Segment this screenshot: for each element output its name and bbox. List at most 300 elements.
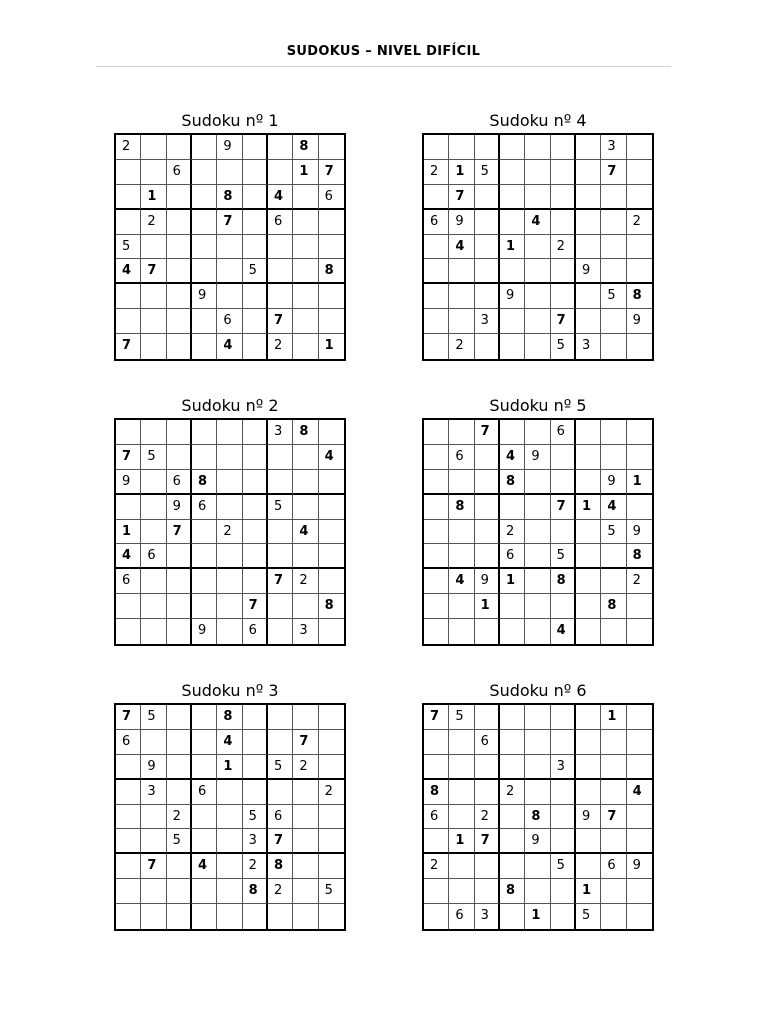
sudoku-cell: 6 [141, 544, 166, 569]
sudoku-cell [141, 420, 166, 445]
sudoku-cell [268, 904, 293, 929]
sudoku-cell [576, 309, 601, 334]
sudoku-cell [525, 705, 550, 730]
sudoku-cell [475, 755, 500, 780]
sudoku-cell: 8 [627, 544, 652, 569]
sudoku-cell: 9 [525, 829, 550, 854]
sudoku-cell [475, 185, 500, 210]
sudoku-cell [627, 495, 652, 520]
sudoku-cell [319, 135, 344, 160]
sudoku-cell [475, 544, 500, 569]
sudoku-cell: 2 [293, 569, 318, 594]
sudoku-cell [449, 520, 474, 545]
sudoku-cell [243, 334, 268, 359]
sudoku-cell: 1 [576, 495, 601, 520]
sudoku-cell: 5 [167, 829, 192, 854]
sudoku-cell [217, 805, 242, 830]
sudoku-cell [576, 780, 601, 805]
sudoku-cell [601, 755, 626, 780]
sudoku-cell [424, 520, 449, 545]
sudoku-cell [319, 569, 344, 594]
sudoku-cell [268, 284, 293, 309]
sudoku-cell: 5 [243, 259, 268, 284]
sudoku-cell [576, 185, 601, 210]
sudoku-cell [551, 185, 576, 210]
sudoku-cell [268, 160, 293, 185]
sudoku-cell [576, 284, 601, 309]
sudoku-cell [601, 730, 626, 755]
sudoku-cell: 4 [293, 520, 318, 545]
sudoku-cell [141, 520, 166, 545]
sudoku-cell: 8 [319, 259, 344, 284]
sudoku-cell: 6 [475, 730, 500, 755]
sudoku-cell [192, 829, 217, 854]
sudoku-cell [268, 135, 293, 160]
sudoku-cell: 7 [116, 334, 141, 359]
sudoku-cell: 2 [217, 520, 242, 545]
sudoku-cell: 9 [627, 854, 652, 879]
sudoku-cell [525, 259, 550, 284]
sudoku-cell [192, 594, 217, 619]
sudoku-cell [116, 210, 141, 235]
sudoku-cell: 6 [601, 854, 626, 879]
sudoku-cell: 8 [217, 705, 242, 730]
sudoku-cell [551, 445, 576, 470]
sudoku-cell: 6 [217, 309, 242, 334]
sudoku-cell [449, 780, 474, 805]
sudoku-cell [141, 135, 166, 160]
sudoku-cell [424, 755, 449, 780]
sudoku-cell: 5 [601, 284, 626, 309]
sudoku-cell: 8 [192, 470, 217, 495]
sudoku-cell [293, 705, 318, 730]
sudoku-cell [243, 520, 268, 545]
sudoku-cell [551, 705, 576, 730]
sudoku-cell [627, 334, 652, 359]
sudoku-cell: 3 [141, 780, 166, 805]
sudoku-cell: 5 [449, 705, 474, 730]
sudoku-cell [243, 420, 268, 445]
sudoku-cell [141, 470, 166, 495]
sudoku-cell [627, 420, 652, 445]
sudoku-cell: 8 [217, 185, 242, 210]
sudoku-cell [551, 879, 576, 904]
sudoku-cell: 3 [268, 420, 293, 445]
sudoku-cell [525, 160, 550, 185]
sudoku-cell [551, 829, 576, 854]
sudoku-cell [319, 235, 344, 260]
sudoku-cell: 8 [319, 594, 344, 619]
sudoku-cell [627, 619, 652, 644]
sudoku-cell [449, 309, 474, 334]
sudoku-cell [601, 829, 626, 854]
sudoku-cell: 9 [627, 309, 652, 334]
sudoku-cell [551, 470, 576, 495]
sudoku-cell [141, 805, 166, 830]
sudoku-cell: 5 [268, 755, 293, 780]
sudoku-cell: 7 [268, 309, 293, 334]
sudoku-cell [525, 569, 550, 594]
sudoku-cell [167, 334, 192, 359]
sudoku-cell: 6 [268, 805, 293, 830]
sudoku-cell [141, 495, 166, 520]
sudoku-cell [243, 445, 268, 470]
sudoku-cell: 1 [576, 879, 601, 904]
sudoku-title: Sudoku nº 1 [181, 111, 279, 130]
sudoku-cell [424, 284, 449, 309]
sudoku-cell [319, 520, 344, 545]
sudoku-cell [141, 904, 166, 929]
sudoku-cell: 7 [424, 705, 449, 730]
sudoku-cell [192, 135, 217, 160]
sudoku-cell [525, 470, 550, 495]
sudoku-cell [217, 854, 242, 879]
sudoku-cell: 2 [500, 780, 525, 805]
sudoku-cell: 7 [601, 160, 626, 185]
sudoku-title: Sudoku nº 2 [181, 396, 279, 415]
sudoku-cell: 7 [551, 495, 576, 520]
sudoku-cell [141, 829, 166, 854]
sudoku-cell [475, 495, 500, 520]
sudoku-cell [424, 829, 449, 854]
sudoku-cell: 7 [268, 569, 293, 594]
sudoku-cell [293, 334, 318, 359]
sudoku-cell [192, 185, 217, 210]
sudoku-cell [475, 235, 500, 260]
sudoku-cell [319, 619, 344, 644]
sudoku-cell [293, 879, 318, 904]
sudoku-cell [268, 730, 293, 755]
sudoku-cell [601, 879, 626, 904]
sudoku-cell: 7 [319, 160, 344, 185]
sudoku-cell [319, 309, 344, 334]
sudoku-cell [319, 705, 344, 730]
sudoku-cell [576, 619, 601, 644]
sudoku-cell: 6 [424, 805, 449, 830]
sudoku-cell [576, 420, 601, 445]
sudoku-cell [243, 210, 268, 235]
sudoku-cell [601, 420, 626, 445]
sudoku-cell [601, 210, 626, 235]
sudoku-cell: 5 [551, 334, 576, 359]
sudoku-cell [500, 259, 525, 284]
sudoku-cell [576, 730, 601, 755]
sudoku-cell [475, 284, 500, 309]
sudoku-cell [424, 594, 449, 619]
sudoku-cell [192, 309, 217, 334]
sudoku-cell: 6 [319, 185, 344, 210]
sudoku-cell: 7 [243, 594, 268, 619]
sudoku-cell [217, 829, 242, 854]
sudoku-cell [192, 445, 217, 470]
sudoku-title: Sudoku nº 3 [181, 681, 279, 700]
sudoku-cell [192, 544, 217, 569]
sudoku-cell [576, 755, 601, 780]
sudoku-cell [319, 854, 344, 879]
sudoku-cell [424, 135, 449, 160]
sudoku-cell [217, 619, 242, 644]
sudoku-cell [217, 594, 242, 619]
sudoku-cell [449, 805, 474, 830]
sudoku-cell: 8 [500, 470, 525, 495]
sudoku-cell [116, 755, 141, 780]
sudoku-cell [601, 259, 626, 284]
sudoku-cell [243, 755, 268, 780]
sudoku-cell [319, 829, 344, 854]
sudoku-cell [627, 235, 652, 260]
sudoku-cell: 3 [243, 829, 268, 854]
sudoku-cell [500, 185, 525, 210]
sudoku-cell [627, 160, 652, 185]
sudoku-cell: 9 [167, 495, 192, 520]
sudoku-cell [424, 185, 449, 210]
sudoku-cell [424, 309, 449, 334]
sudoku-cell [500, 805, 525, 830]
sudoku-cell [319, 755, 344, 780]
sudoku-cell: 2 [627, 569, 652, 594]
sudoku-cell [243, 235, 268, 260]
sudoku-cell [449, 135, 474, 160]
sudoku-cell [192, 904, 217, 929]
sudoku-cell [217, 445, 242, 470]
sudoku-cell [525, 594, 550, 619]
sudoku-cell [167, 235, 192, 260]
sudoku-cell [424, 904, 449, 929]
sudoku-cell: 4 [500, 445, 525, 470]
sudoku-cell [601, 544, 626, 569]
sudoku-cell [475, 879, 500, 904]
sudoku-cell: 7 [551, 309, 576, 334]
sudoku-cell [627, 594, 652, 619]
sudoku-cell: 5 [268, 495, 293, 520]
sudoku-2 [114, 395, 346, 646]
sudoku-cell: 7 [268, 829, 293, 854]
sudoku-cell [192, 569, 217, 594]
sudoku-cell [217, 495, 242, 520]
sudoku-cell: 8 [449, 495, 474, 520]
sudoku-cell [293, 544, 318, 569]
sudoku-cell: 7 [217, 210, 242, 235]
sudoku-cell: 4 [449, 569, 474, 594]
sudoku-cell: 6 [268, 210, 293, 235]
sudoku-grid [422, 133, 654, 361]
sudoku-cell [167, 135, 192, 160]
sudoku-cell [268, 544, 293, 569]
sudoku-4 [422, 110, 654, 361]
sudoku-cell [449, 619, 474, 644]
sudoku-cell [141, 619, 166, 644]
sudoku-cell [424, 445, 449, 470]
sudoku-cell: 2 [243, 854, 268, 879]
sudoku-cell [243, 470, 268, 495]
sudoku-grid [114, 418, 346, 646]
sudoku-cell [116, 495, 141, 520]
sudoku-cell: 8 [551, 569, 576, 594]
sudoku-cell [551, 135, 576, 160]
sudoku-cell [627, 705, 652, 730]
sudoku-cell [116, 160, 141, 185]
sudoku-cell [449, 879, 474, 904]
sudoku-cell [217, 879, 242, 904]
sudoku-cell [601, 334, 626, 359]
sudoku-cell: 5 [243, 805, 268, 830]
sudoku-grid [422, 418, 654, 646]
sudoku-cell [551, 259, 576, 284]
sudoku-cell [525, 135, 550, 160]
sudoku-cell [475, 520, 500, 545]
sudoku-cell [167, 185, 192, 210]
sudoku-cell [293, 829, 318, 854]
sudoku-cell [116, 619, 141, 644]
sudoku-cell [500, 334, 525, 359]
sudoku-cell: 8 [293, 135, 318, 160]
sudoku-cell [116, 594, 141, 619]
sudoku-cell: 2 [319, 780, 344, 805]
sudoku-cell [525, 879, 550, 904]
sudoku-cell: 3 [475, 309, 500, 334]
sudoku-cell [116, 284, 141, 309]
sudoku-cell [167, 544, 192, 569]
sudoku-cell: 4 [116, 544, 141, 569]
sudoku-cell [424, 420, 449, 445]
sudoku-cell [500, 420, 525, 445]
sudoku-cell [167, 210, 192, 235]
sudoku-cell: 1 [217, 755, 242, 780]
sudoku-cell [167, 780, 192, 805]
sudoku-cell [576, 470, 601, 495]
sudoku-cell: 1 [324, 338, 334, 354]
sudoku-cell [449, 420, 474, 445]
sudoku-cell [167, 755, 192, 780]
sudoku-cell [167, 420, 192, 445]
sudoku-cell: 4 [525, 210, 550, 235]
sudoku-cell [525, 309, 550, 334]
sudoku-cell [627, 185, 652, 210]
sudoku-cell [116, 185, 141, 210]
sudoku-cell [268, 705, 293, 730]
sudoku-cell [500, 829, 525, 854]
sudoku-cell [500, 160, 525, 185]
sudoku-cell [525, 185, 550, 210]
sudoku-cell: 2 [116, 135, 141, 160]
sudoku-cell [243, 904, 268, 929]
sudoku-cell: 1 [141, 185, 166, 210]
sudoku-cell: 4 [449, 235, 474, 260]
sudoku-cell [424, 495, 449, 520]
sudoku-cell [627, 730, 652, 755]
sudoku-cell: 8 [243, 879, 268, 904]
sudoku-cell [551, 594, 576, 619]
sudoku-cell [500, 619, 525, 644]
sudoku-cell: 2 [500, 520, 525, 545]
sudoku-cell: 1 [627, 470, 652, 495]
sudoku-cell: 9 [601, 470, 626, 495]
sudoku-cell [167, 705, 192, 730]
sudoku-cell: 1 [449, 829, 474, 854]
sudoku-cell [500, 854, 525, 879]
sudoku-cell [167, 569, 192, 594]
page-title: SUDOKUS – NIVEL DIFÍCIL [286, 44, 481, 59]
sudoku-cell: 7 [141, 854, 166, 879]
sudoku-cell [217, 780, 242, 805]
sudoku-cell: 9 [500, 284, 525, 309]
sudoku-cell: 4 [627, 780, 652, 805]
sudoku-cell [243, 495, 268, 520]
sudoku-cell: 9 [217, 135, 242, 160]
sudoku-cell [192, 705, 217, 730]
sudoku-cell [217, 544, 242, 569]
sudoku-cell: 9 [192, 284, 217, 309]
sudoku-cell: 1 [449, 160, 474, 185]
sudoku-cell [525, 619, 550, 644]
sudoku-cell: 8 [268, 854, 293, 879]
sudoku-cell [141, 334, 166, 359]
sudoku-cell: 1 [601, 705, 626, 730]
sudoku-cell: 4 [116, 259, 141, 284]
sudoku-title: Sudoku nº 5 [489, 396, 587, 415]
sudoku-cell [319, 805, 344, 830]
sudoku-cell [449, 284, 474, 309]
sudoku-cell: 7 [601, 805, 626, 830]
sudoku-grid [422, 703, 654, 931]
sudoku-cell [601, 619, 626, 644]
sudoku-grid [114, 703, 346, 931]
sudoku-cell: 6 [500, 544, 525, 569]
sudoku-cell [268, 619, 293, 644]
sudoku-cell: 4 [319, 445, 344, 470]
sudoku-cell [424, 619, 449, 644]
sudoku-cell [475, 470, 500, 495]
sudoku-cell [293, 904, 318, 929]
sudoku-cell [167, 259, 192, 284]
sudoku-cell [500, 730, 525, 755]
sudoku-cell [449, 259, 474, 284]
sudoku-cell [449, 544, 474, 569]
sudoku-cell [475, 334, 500, 359]
sudoku-cell [167, 309, 192, 334]
sudoku-cell [293, 854, 318, 879]
sudoku-cell [116, 420, 141, 445]
sudoku-cell [525, 544, 550, 569]
sudoku-cell [192, 210, 217, 235]
sudoku-cell [141, 730, 166, 755]
sudoku-cell [192, 730, 217, 755]
sudoku-cell [525, 730, 550, 755]
sudoku-cell [293, 259, 318, 284]
sudoku-cell: 8 [627, 284, 652, 309]
sudoku-cell: 4 [192, 854, 217, 879]
sudoku-cell [243, 544, 268, 569]
sudoku-cell [319, 470, 344, 495]
sudoku-cell [627, 904, 652, 929]
sudoku-cell [475, 780, 500, 805]
sudoku-cell: 6 [116, 730, 141, 755]
sudoku-cell: 6 [551, 420, 576, 445]
sudoku-cell [293, 309, 318, 334]
sudoku-cell [141, 160, 166, 185]
sudoku-cell [167, 594, 192, 619]
sudoku-cell [167, 854, 192, 879]
sudoku-cell [601, 780, 626, 805]
sudoku-cell [319, 420, 344, 445]
sudoku-cell [525, 780, 550, 805]
sudoku-cell [217, 259, 242, 284]
sudoku-cell [424, 879, 449, 904]
sudoku-cell: 8 [525, 805, 550, 830]
sudoku-cell [475, 210, 500, 235]
sudoku-cell [116, 904, 141, 929]
sudoku-cell: 2 [424, 160, 449, 185]
